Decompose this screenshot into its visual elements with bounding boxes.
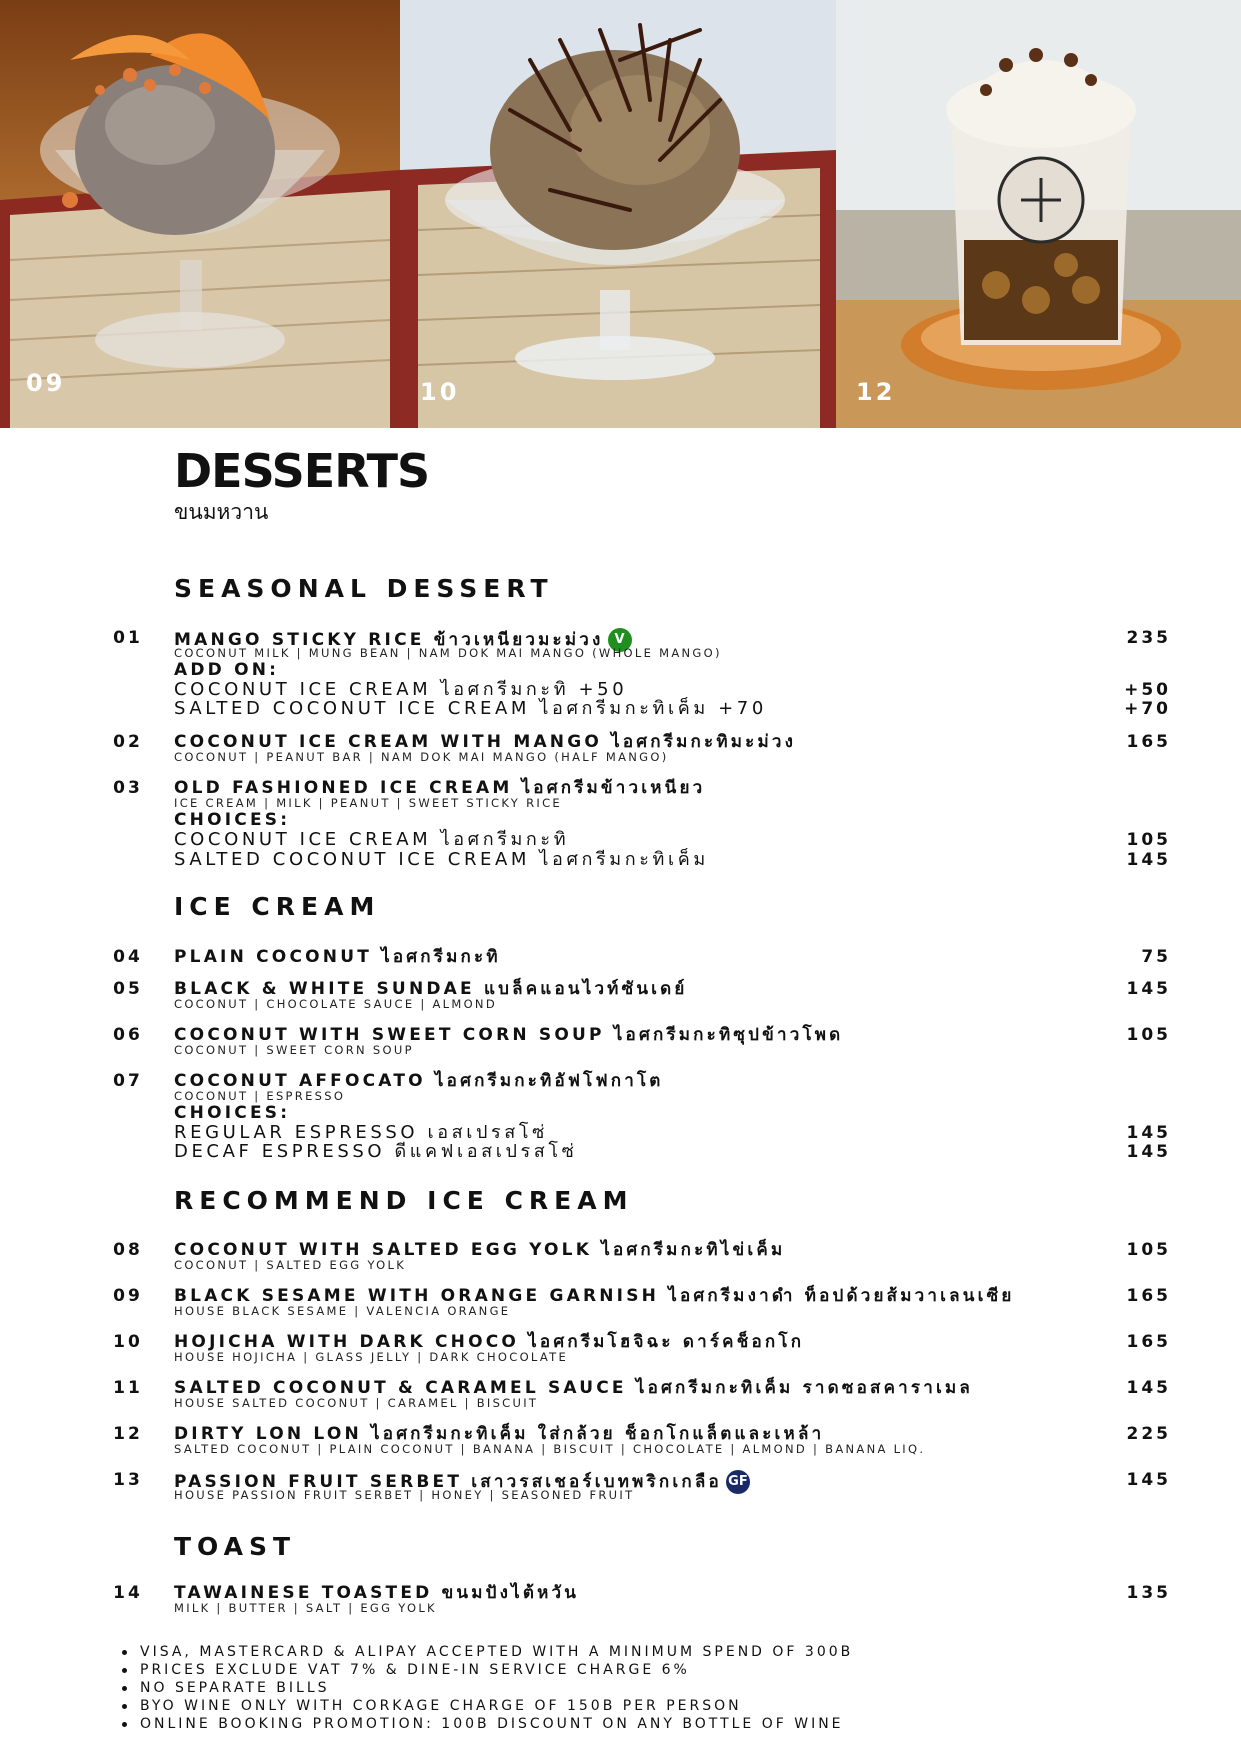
vegan-badge-icon: V: [608, 628, 632, 652]
note-item: BYO WINE ONLY WITH CORKAGE CHARGE OF 150B PER PERSON: [120, 1697, 853, 1715]
item-price: 105: [1126, 1025, 1171, 1045]
option-label: SALTED COCONUT ICE CREAM ไอศกรีมกะทิเค็ม: [174, 849, 709, 870]
item-price: 225: [1126, 1424, 1171, 1444]
item-name: HOJICHA WITH DARK CHOCO ไอศกรีมโฮจิฉะ ดาร์คช็อกโก: [174, 1332, 805, 1352]
option-price: +50: [1124, 680, 1171, 700]
page-subtitle: ขนมหวาน: [174, 500, 269, 524]
option-label: COCONUT ICE CREAM ไอศกรีมกะทิ +50: [174, 679, 628, 700]
section-toast: TOAST: [174, 1532, 297, 1561]
item-number: 03: [113, 778, 143, 798]
choices-heading: CHOICES:: [174, 810, 291, 830]
item-number: 13: [113, 1470, 143, 1490]
option-price: 145: [1126, 850, 1171, 870]
item-price: 75: [1141, 947, 1171, 967]
page-title: DESSERTS: [174, 444, 430, 498]
note-item: NO SEPARATE BILLS: [120, 1679, 853, 1697]
item-name: BLACK & WHITE SUNDAE แบล็คแอนไวท์ซันเดย์: [174, 979, 688, 999]
item-name: COCONUT WITH SWEET CORN SOUP ไอศกรีมกะทิซุปข้าวโพด: [174, 1025, 844, 1045]
section-ice-cream: ICE CREAM: [174, 892, 381, 921]
item-description: HOUSE PASSION FRUIT SERBET | HONEY | SEASONED FRUIT: [174, 1488, 635, 1502]
item-name: BLACK SESAME WITH ORANGE GARNISH ไอศกรีมงาดำ ท็อปด้วยส้มวาเลนเซีย: [174, 1286, 1015, 1306]
item-description: ICE CREAM | MILK | PEANUT | SWEET STICKY RICE: [174, 796, 562, 810]
option-label: DECAF ESPRESSO ดีแคฟเอสเปรสโซ่: [174, 1141, 578, 1162]
photo-strip: [0, 0, 1241, 428]
item-description: HOUSE BLACK SESAME | VALENCIA ORANGE: [174, 1304, 511, 1318]
option-label: REGULAR ESPRESSO เอสเปรสโซ่: [174, 1122, 548, 1143]
item-name: SALTED COCONUT & CARAMEL SAUCE ไอศกรีมกะทิเค็ม ราดซอสคาราเมล: [174, 1378, 974, 1398]
item-number: 05: [113, 979, 143, 999]
item-description: COCONUT MILK | MUNG BEAN | NAM DOK MAI MANGO (WHOLE MANGO): [174, 646, 722, 660]
option-price: +70: [1124, 699, 1171, 719]
item-number: 12: [113, 1424, 143, 1444]
item-description: COCONUT | SWEET CORN SOUP: [174, 1043, 414, 1057]
item-price: 165: [1126, 732, 1171, 752]
item-number: 04: [113, 947, 143, 967]
item-description: COCONUT | PEANUT BAR | NAM DOK MAI MANGO (HALF MANGO): [174, 750, 669, 764]
hojicha-dark-choco-photo: [400, 0, 836, 428]
gluten-free-badge-icon: GF: [726, 1470, 750, 1494]
item-name: OLD FASHIONED ICE CREAM ไอศกรีมข้าวเหนียว: [174, 778, 706, 798]
item-name: PLAIN COCONUT ไอศกรีมกะทิ: [174, 947, 501, 967]
item-price: 145: [1126, 1470, 1171, 1490]
item-number: 09: [113, 1286, 143, 1306]
item-description: HOUSE HOJICHA | GLASS JELLY | DARK CHOCOLATE: [174, 1350, 569, 1364]
item-name: COCONUT ICE CREAM WITH MANGO ไอศกรีมกะทิมะม่วง: [174, 732, 797, 752]
item-name: DIRTY LON LON ไอศกรีมกะทิเค็ม ใส่กล้วย ช็อกโกแล็ตและเหล้า: [174, 1424, 825, 1444]
option-price: 145: [1126, 1142, 1171, 1162]
item-name: PASSION FRUIT SERBET เสาวรสเชอร์เบทพริกเกลือ GF: [174, 1470, 750, 1494]
item-description: COCONUT | SALTED EGG YOLK: [174, 1258, 407, 1272]
item-description: HOUSE SALTED COCONUT | CARAMEL | BISCUIT: [174, 1396, 539, 1410]
item-price: 165: [1126, 1286, 1171, 1306]
item-name: MANGO STICKY RICE ข้าวเหนียวมะม่วง V: [174, 628, 632, 652]
option-label: SALTED COCONUT ICE CREAM ไอศกรีมกะทิเค็ม +70: [174, 698, 767, 719]
item-price: 145: [1126, 1378, 1171, 1398]
option-price: 105: [1126, 830, 1171, 850]
item-number: 08: [113, 1240, 143, 1260]
item-description: COCONUT | CHOCOLATE SAUCE | ALMOND: [174, 997, 497, 1011]
note-item: PRICES EXCLUDE VAT 7% & DINE-IN SERVICE CHARGE 6%: [120, 1661, 853, 1679]
item-number: 07: [113, 1071, 143, 1091]
item-price: 135: [1126, 1583, 1171, 1603]
item-number: 06: [113, 1025, 143, 1045]
item-price: 165: [1126, 1332, 1171, 1352]
black-sesame-ice-cream-photo: [0, 0, 400, 428]
item-description: SALTED COCONUT | PLAIN COCONUT | BANANA | BISCUIT | CHOCOLATE | ALMOND | BANANA LIQ.: [174, 1442, 926, 1456]
item-number: 01: [113, 628, 143, 648]
item-number: 10: [113, 1332, 143, 1352]
item-number: 02: [113, 732, 143, 752]
item-name: COCONUT AFFOCATO ไอศกรีมกะทิอัฟโฟกาโต: [174, 1071, 664, 1091]
item-price: 105: [1126, 1240, 1171, 1260]
photo-label: 12: [856, 378, 896, 406]
dirty-lon-lon-photo: [836, 0, 1241, 428]
notes-list: [120, 1643, 853, 1733]
section-seasonal-dessert: SEASONAL DESSERT: [174, 574, 554, 603]
option-price: 145: [1126, 1123, 1171, 1143]
photo-label: 10: [420, 378, 460, 406]
item-name: TAWAINESE TOASTED ขนมปังไต้หวัน: [174, 1583, 580, 1603]
item-description: COCONUT | ESPRESSO: [174, 1089, 346, 1103]
option-label: COCONUT ICE CREAM ไอศกรีมกะทิ: [174, 829, 570, 850]
section-recommend-ice-cream: RECOMMEND ICE CREAM: [174, 1186, 634, 1215]
add-on-heading: ADD ON:: [174, 660, 280, 680]
choices-heading: CHOICES:: [174, 1103, 291, 1123]
item-price: 145: [1126, 979, 1171, 999]
item-description: MILK | BUTTER | SALT | EGG YOLK: [174, 1601, 437, 1615]
photo-label: 09: [26, 369, 66, 397]
note-item: ONLINE BOOKING PROMOTION: 100B DISCOUNT ON ANY BOTTLE OF WINE: [120, 1715, 853, 1733]
item-number: 14: [113, 1583, 143, 1603]
item-price: 235: [1126, 628, 1171, 648]
note-item: VISA, MASTERCARD & ALIPAY ACCEPTED WITH A MINIMUM SPEND OF 300B: [120, 1643, 853, 1661]
item-number: 11: [113, 1378, 143, 1398]
item-name: COCONUT WITH SALTED EGG YOLK ไอศกรีมกะทิไข่เค็ม: [174, 1240, 786, 1260]
